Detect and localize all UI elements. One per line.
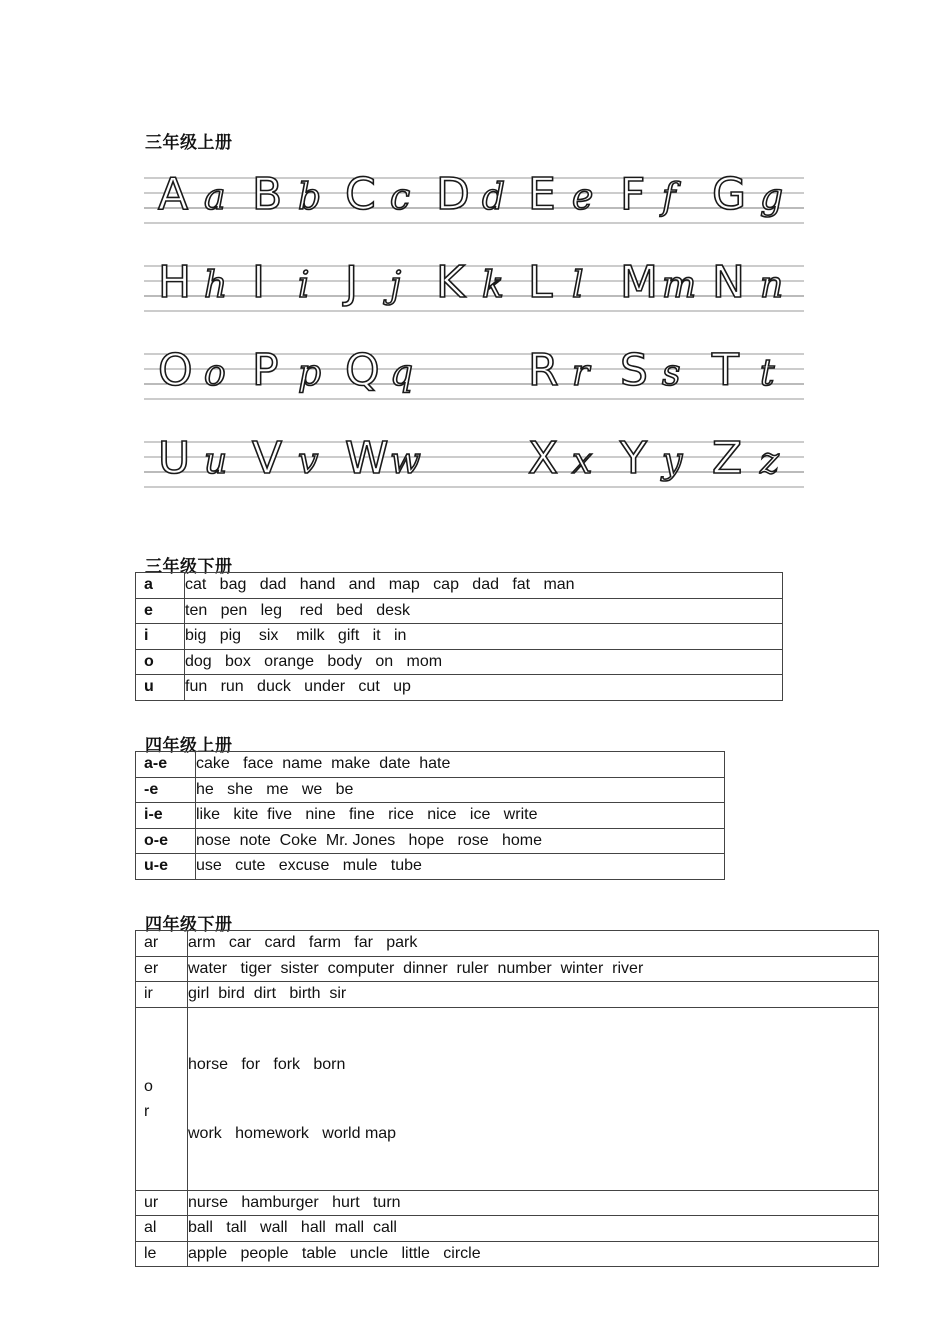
alphabet-letter-upper-t: T (712, 345, 739, 396)
table-row (136, 982, 879, 1008)
pattern-key-line-1: o (144, 1077, 153, 1095)
example-words-line-2: work homework world map (188, 1124, 397, 1142)
alphabet-letter-lower-y: y (662, 441, 683, 482)
alphabet-letter-lower-r: r (572, 353, 590, 394)
alphabet-letter-upper-z: Z (712, 433, 743, 484)
alphabet-letter-lower-v: v (298, 441, 319, 482)
alphabet-letter-upper-d: D (436, 169, 470, 220)
example-words: big pig six milk gift it in (185, 624, 783, 650)
alphabet-letter-lower-i: i (298, 265, 310, 306)
table-row (136, 573, 783, 599)
table-row (136, 931, 879, 957)
alphabet-letter-lower-h: h (204, 265, 228, 306)
table-row (136, 675, 783, 701)
table-row (136, 956, 879, 982)
pattern-key: o-e (136, 828, 196, 854)
section-title-grade3-up: 三年级上册 (145, 133, 233, 153)
table-row (136, 1190, 879, 1216)
section-title-grade3-down: 三年级下册 (145, 557, 233, 577)
alphabet-letter-upper-q: Q (345, 345, 380, 396)
alphabet-letter-upper-p: P (252, 345, 279, 396)
alphabet-letter-lower-o: o (204, 353, 226, 394)
example-words: use cute excuse mule tube (196, 854, 725, 880)
section-title-grade4-down: 四年级下册 (145, 915, 233, 935)
table-row (136, 854, 725, 880)
alphabet-letter-upper-s: S (620, 345, 648, 396)
alphabet-letter-upper-o: O (158, 345, 193, 396)
alphabet-letter-upper-g: G (712, 169, 747, 220)
pattern-key: al (136, 1216, 188, 1242)
example-words: nurse hamburger hurt turn (188, 1190, 879, 1216)
example-words: cake face name make date hate (196, 752, 725, 778)
alphabet-letter-upper-r: R (528, 345, 559, 396)
alphabet-letter-upper-x: X (528, 433, 559, 484)
phonics-table-grade3-down (135, 572, 783, 701)
alphabet-copybook (140, 168, 810, 513)
alphabet-letter-lower-n: n (760, 265, 784, 306)
alphabet-letter-lower-u: u (204, 441, 228, 482)
table-row (136, 1241, 879, 1267)
table-row (136, 649, 783, 675)
alphabet-letter-upper-c: C (345, 169, 376, 220)
vowel-key: a (136, 573, 185, 599)
alphabet-letter-upper-h: H (158, 257, 192, 308)
section-title-grade4-up: 四年级上册 (145, 736, 233, 756)
alphabet-letter-lower-b: b (298, 177, 322, 218)
alphabet-letter-lower-z: z (760, 441, 779, 482)
alphabet-letter-upper-j: J (345, 257, 358, 308)
table-row (136, 1007, 879, 1190)
alphabet-letter-lower-s: s (662, 353, 681, 394)
example-words: water tiger sister computer dinner ruler number winter river (188, 956, 879, 982)
pattern-key: -e (136, 777, 196, 803)
vowel-key: i (136, 624, 185, 650)
alphabet-letter-upper-e: E (528, 169, 556, 220)
table-row (136, 1216, 879, 1242)
pattern-key: le (136, 1241, 188, 1267)
pattern-key-line-2: r (144, 1102, 150, 1120)
table-row (136, 752, 725, 778)
table-row (136, 828, 725, 854)
example-words: ball tall wall hall mall call (188, 1216, 879, 1242)
alphabet-letter-upper-n: N (712, 257, 745, 308)
alphabet-letter-upper-v: V (252, 433, 283, 484)
pattern-key: i-e (136, 803, 196, 829)
example-words: girl bird dirt birth sir (188, 982, 879, 1008)
pattern-key: ur (136, 1190, 188, 1216)
example-words: ten pen leg red bed desk (185, 598, 783, 624)
alphabet-letter-upper-y: Y (620, 433, 647, 484)
pattern-key: er (136, 956, 188, 982)
example-words: he she me we be (196, 777, 725, 803)
alphabet-letter-lower-a: a (204, 177, 226, 218)
alphabet-letter-lower-m: m (662, 265, 697, 306)
alphabet-letter-lower-k: k (482, 265, 504, 306)
phonics-table-grade4-down (135, 930, 879, 1267)
example-words: apple people table uncle little circle (188, 1241, 879, 1267)
pattern-key: u-e (136, 854, 196, 880)
alphabet-letter-lower-e: e (572, 177, 594, 218)
alphabet-letter-upper-i: I (252, 257, 265, 308)
alphabet-letter-upper-b: B (252, 169, 283, 220)
example-words: cat bag dad hand and map cap dad fat man (185, 573, 783, 599)
table-row (136, 624, 783, 650)
alphabet-letter-lower-c: c (390, 177, 411, 218)
alphabet-letter-upper-l: L (528, 257, 553, 308)
table-row (136, 777, 725, 803)
table-row (136, 803, 725, 829)
vowel-key: o (136, 649, 185, 675)
alphabet-letter-lower-x: x (572, 441, 593, 482)
example-words: like kite five nine fine rice nice ice write (196, 803, 725, 829)
pattern-key: ir (136, 982, 188, 1008)
example-words: nose note Coke Mr. Jones hope rose home (196, 828, 725, 854)
pattern-key (136, 1007, 188, 1190)
pattern-key: a-e (136, 752, 196, 778)
alphabet-letter-upper-k: K (436, 257, 465, 308)
example-words: arm car card farm far park (188, 931, 879, 957)
alphabet-letter-upper-a: A (158, 169, 189, 220)
alphabet-letter-lower-p: p (298, 353, 322, 394)
alphabet-letter-upper-m: M (620, 257, 658, 308)
alphabet-letter-lower-j: j (390, 265, 402, 306)
example-words-line-1: horse for fork born (188, 1055, 346, 1073)
vowel-key: e (136, 598, 185, 624)
example-words: dog box orange body on mom (185, 649, 783, 675)
phonics-table-grade4-up (135, 751, 725, 880)
example-words: fun run duck under cut up (185, 675, 783, 701)
alphabet-letter-lower-d: d (482, 177, 506, 218)
alphabet-letter-lower-g: g (760, 177, 784, 218)
vowel-key: u (136, 675, 185, 701)
alphabet-letter-upper-f: F (620, 169, 646, 220)
alphabet-letter-lower-q: q (390, 353, 414, 394)
alphabet-letter-lower-f: f (662, 177, 676, 218)
example-words (188, 1007, 879, 1190)
table-row (136, 598, 783, 624)
alphabet-letter-lower-l: l (572, 265, 584, 306)
alphabet-letter-upper-w: W (345, 433, 389, 484)
alphabet-letter-lower-t: t (760, 353, 775, 394)
pattern-key: ar (136, 931, 188, 957)
alphabet-letter-upper-u: U (158, 433, 191, 484)
alphabet-letter-lower-w: w (390, 441, 421, 482)
